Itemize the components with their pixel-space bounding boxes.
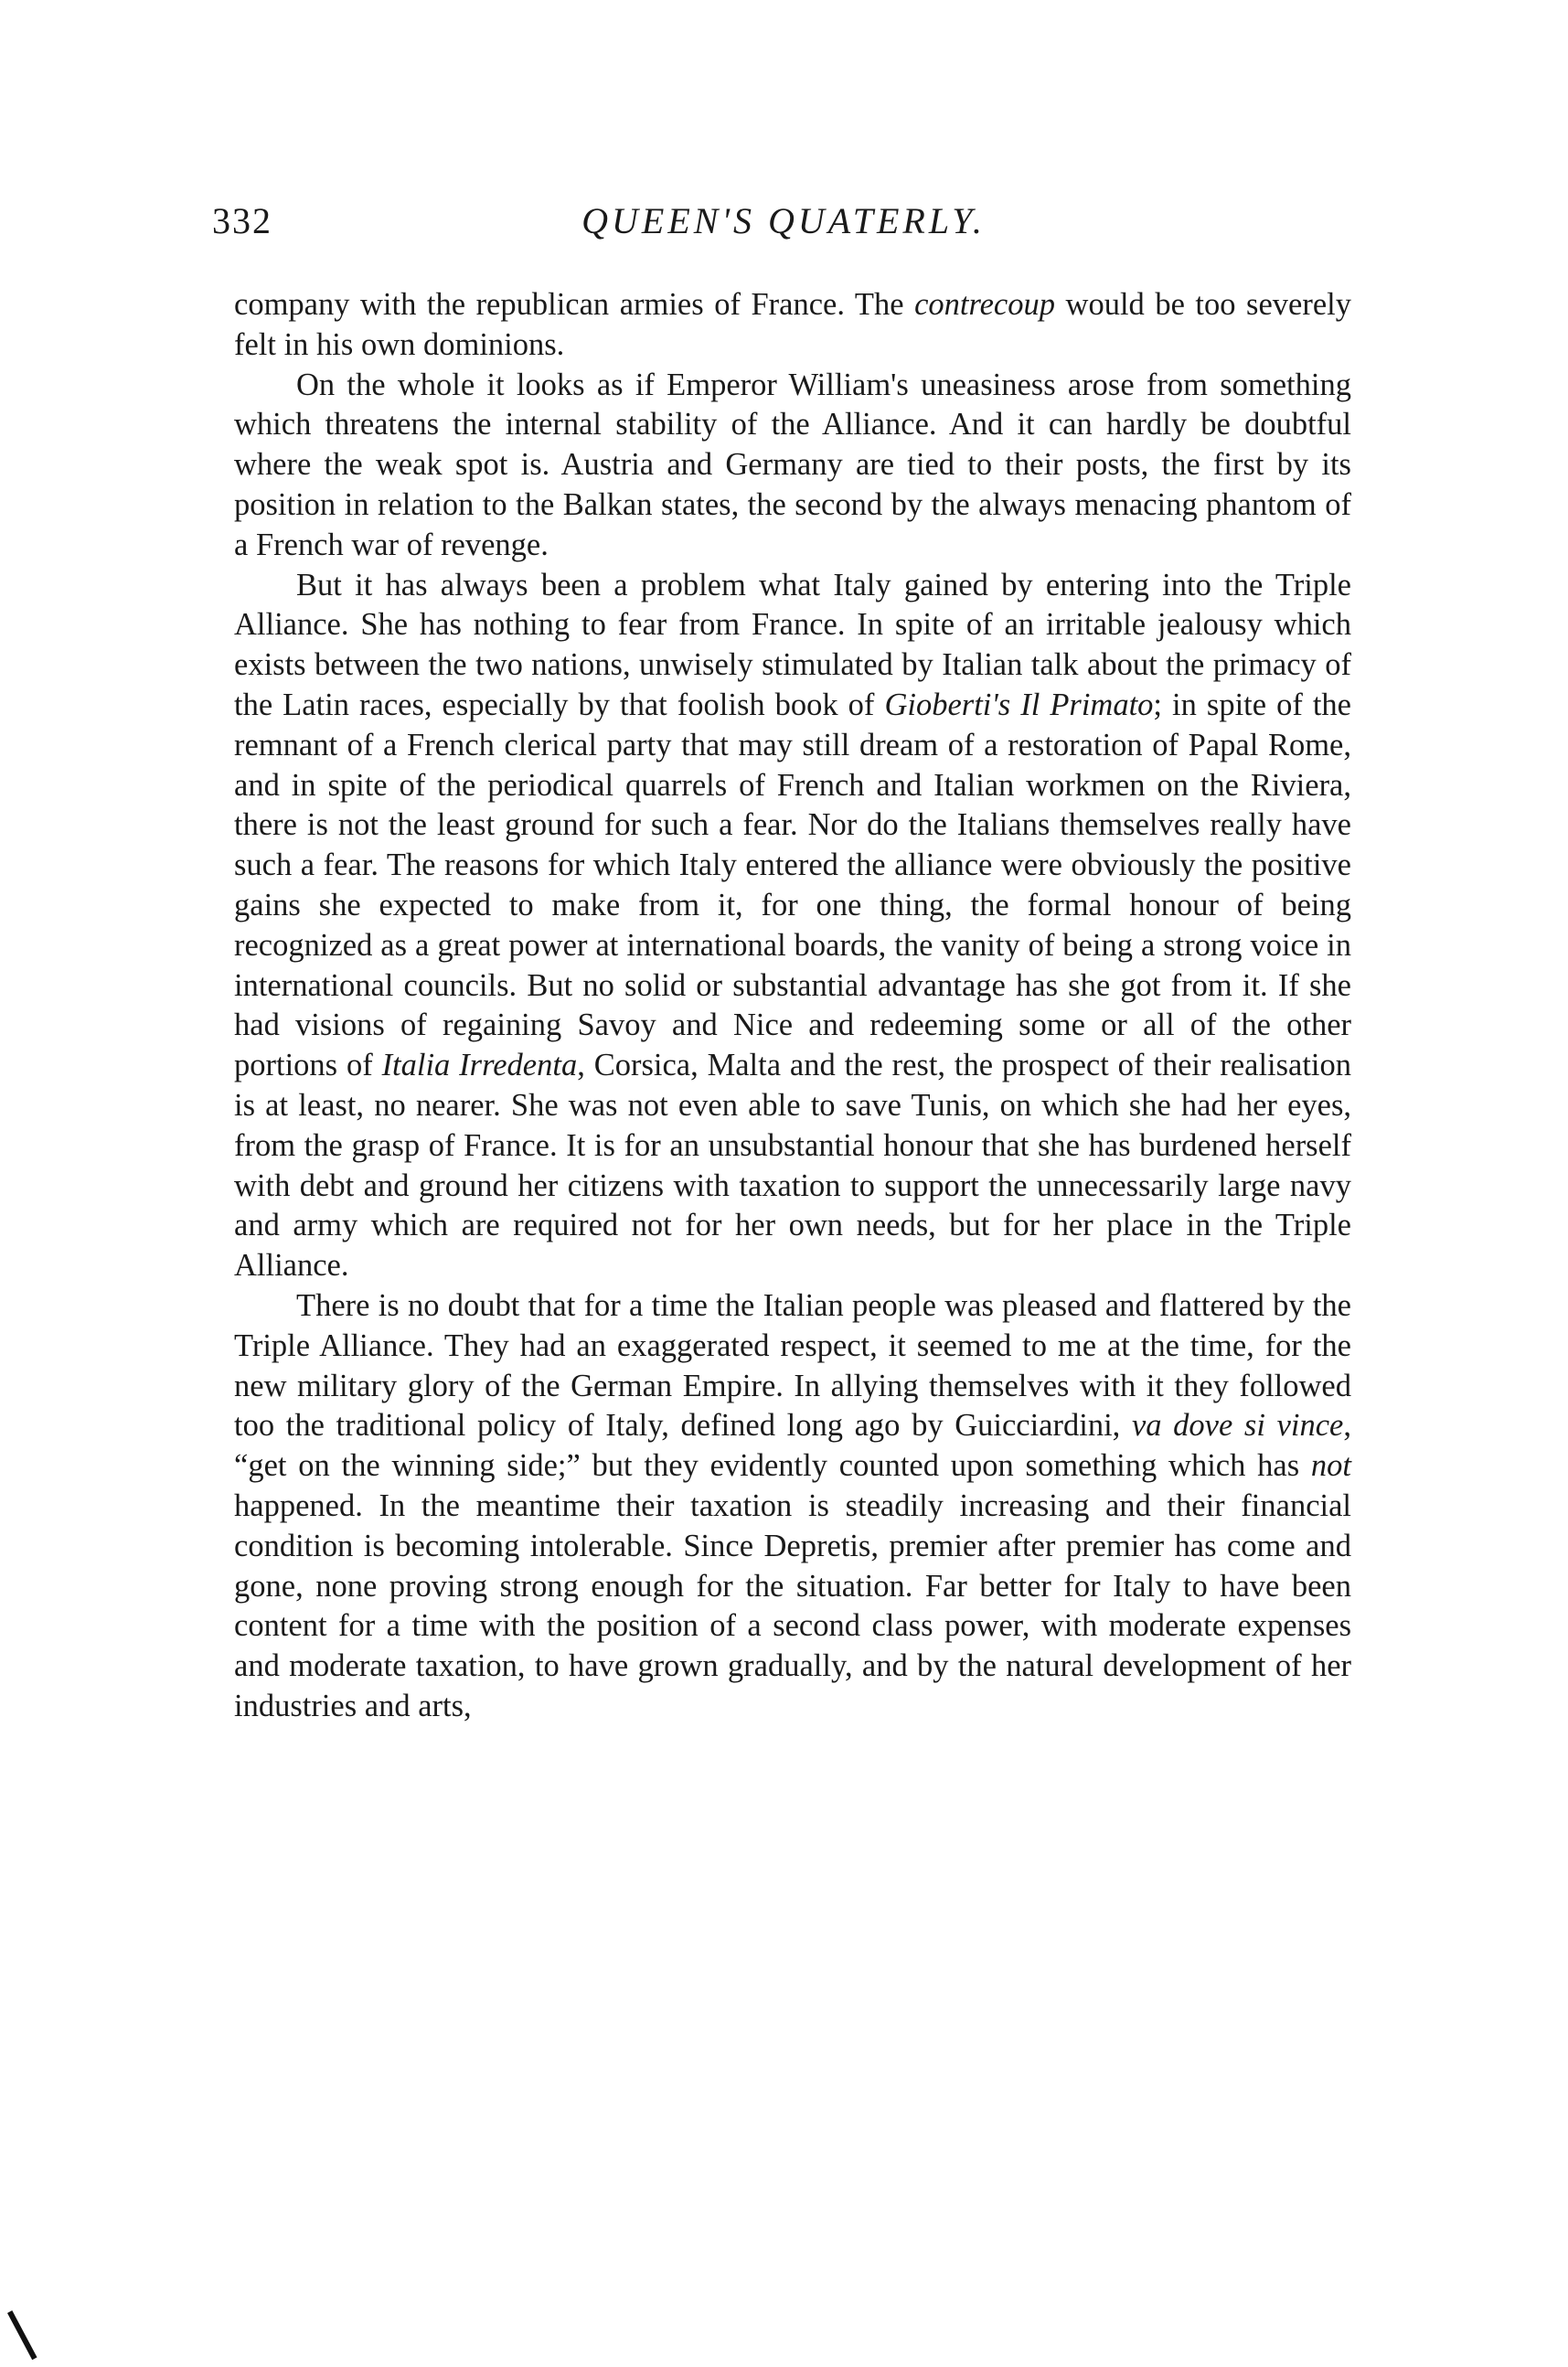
- paragraph-3: [234, 566, 1351, 1286]
- running-head: [212, 199, 1355, 254]
- paragraph-4: [234, 1286, 1351, 1727]
- paragraph-2: [234, 366, 1351, 566]
- text-segment: company with the republican armies of France. The: [234, 287, 915, 322]
- italic-term: va dove si vince: [1131, 1408, 1344, 1444]
- text-segment: would be too severely felt in his own dominions.: [234, 287, 1351, 362]
- italic-term: Gioberti's Il Primato: [884, 687, 1154, 722]
- italic-term: Italia Irredenta: [381, 1048, 578, 1083]
- text-segment: happened. In the meantime their taxation is steadily increasing and their financial condition is becoming intolerable. Since Depretis, premier after premier has come and gone, none proving strong enough for the situation. Far better for Italy to have been content for a time with the position of a second class power, with moderate expenses and moderate taxation, to have grown gradually, and by the natural development of her industries and arts,: [234, 1487, 1351, 1723]
- text-segment: , “get on the winning side;” but they evidently counted upon something which has: [234, 1408, 1351, 1484]
- scan-edge-mark: [7, 2310, 37, 2360]
- text-segment: , Corsica, Malta and the rest, the prospect of their realisation is at least, no nearer. She was not even able to save Tunis, on which she had her eyes, from the grasp of France. It is for an unsubstantial honour that she has burdened herself with debt and ground her citizens with taxation to support the unnecessarily large navy and army which are required not for her own needs, but for her place in the Triple Alliance.: [234, 1048, 1352, 1284]
- text-segment: But it has always been a problem what Italy gained by entering into the Triple Alliance. She has nothing to fear from France. In spite of an irritable jealousy which exists between the two nations, unwisely stimulated by Italian talk about the primacy of the Latin races, especially by that foolish book of: [234, 567, 1351, 722]
- text-segment: On the whole it looks as if Emperor William's uneasiness arose from something which threatens the internal stability of the Alliance. And it can hardly be doubtful where the weak spot is. Austria and Germany are tied to their posts, the first by its position in relation to the Balkan states, the second by the always menacing phantom of a French war of revenge.: [234, 367, 1351, 562]
- journal-title: QUEEN'S QUATERLY.: [581, 200, 986, 241]
- page-number: 332: [212, 200, 272, 241]
- text-segment: There is no doubt that for a time the Italian people was pleased and flattered by the Triple Alliance. They had an exaggerated respect, it seemed to me at the time, for the new military glory of the German Empire. In allying themselves with it they followed too the traditional policy of Italy, defined long ago by Guicciardini,: [234, 1287, 1351, 1444]
- body-text: [234, 285, 1351, 1727]
- italic-term: not: [1310, 1448, 1351, 1484]
- italic-term: contrecoup: [914, 287, 1055, 322]
- paragraph-1: [234, 285, 1351, 366]
- text-segment: ; in spite of the remnant of a French clerical party that may still dream of a restoration of Papal Rome, and in spite of the periodical quarrels of French and Italian workmen on the Riviera, there is not the least ground for such a fear. Nor do the Italians themselves really have such a fear. The reasons for which Italy entered the alliance were obviously the positive gains she expected to make from it, for one thing, the formal honour of being recognized as a great power at international boards, the vanity of being a strong voice in international councils. But no solid or substantial advantage has she got from it. If she had visions of regaining Savoy and Nice and redeeming some or all of the other portions of: [234, 687, 1351, 1083]
